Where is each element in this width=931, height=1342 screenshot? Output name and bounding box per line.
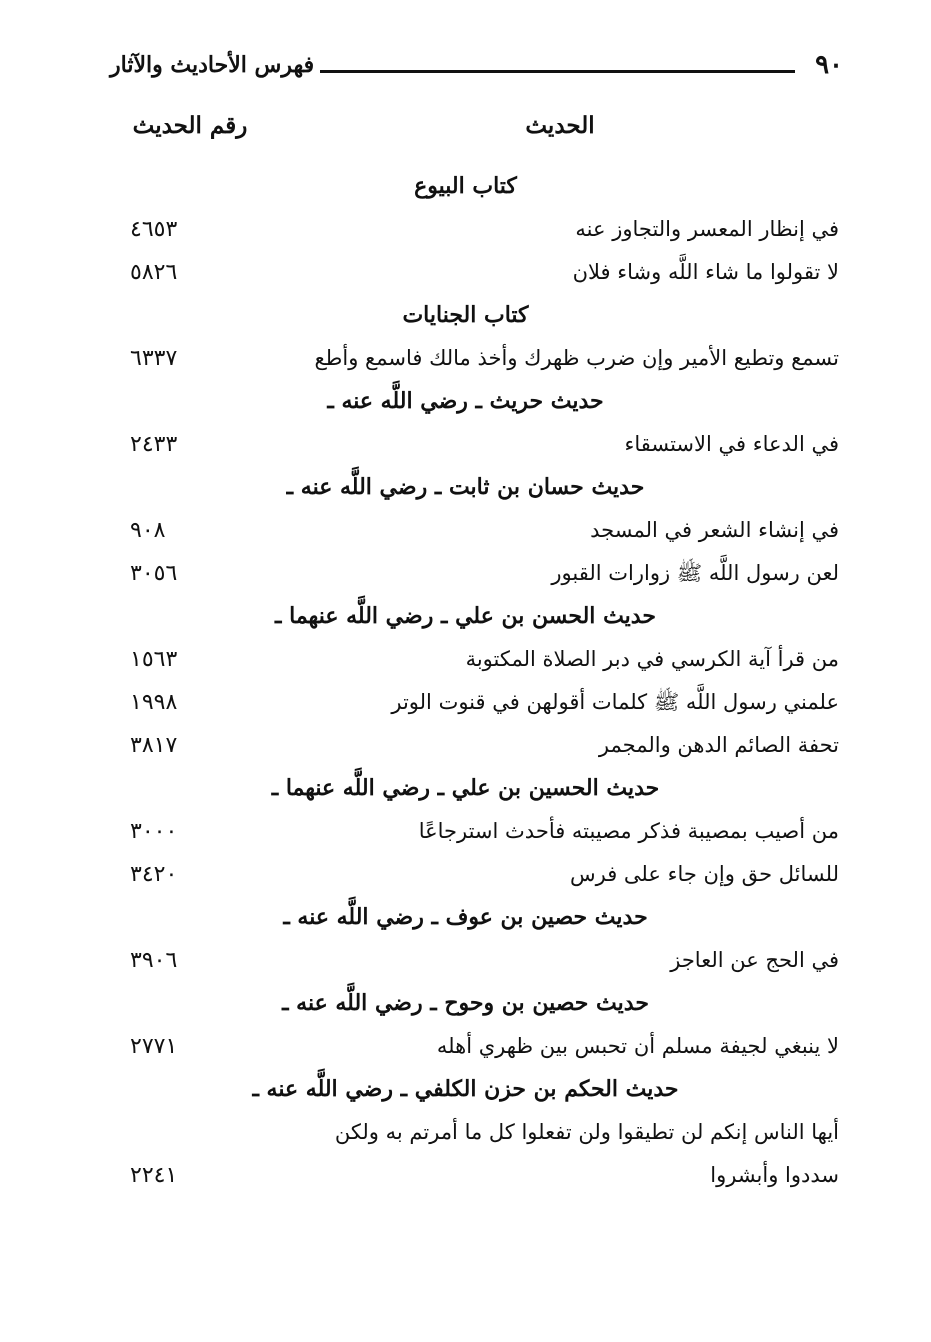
hadith-text: في إنظار المعسر والتجاوز عنه xyxy=(575,217,839,241)
hadith-text: تحفة الصائم الدهن والمجمر xyxy=(598,733,839,757)
page-header xyxy=(110,50,843,90)
hadith-text: من أصيب بمصيبة فذكر مصيبته فأحدث استرجاعًا xyxy=(418,819,839,843)
hadith-number: ١٥٦٣ xyxy=(130,647,178,672)
list-item xyxy=(0,939,931,982)
section-heading xyxy=(0,767,931,810)
list-item xyxy=(0,251,931,294)
column-header-hadith: الحديث xyxy=(525,112,595,139)
section-title: حديث الحسين بن علي ـ رضي اللَّه عنهما ـ xyxy=(271,775,660,801)
hadith-text: في إنشاء الشعر في المسجد xyxy=(590,518,839,542)
section-heading xyxy=(0,165,931,208)
list-item xyxy=(0,423,931,466)
list-item xyxy=(0,638,931,681)
hadith-text: في الحج عن العاجز xyxy=(670,948,839,972)
page-number: ٩٠ xyxy=(815,50,843,80)
section-title: حديث حصين بن عوف ـ رضي اللَّه عنه ـ xyxy=(283,904,648,930)
hadith-text: لا ينبغي لجيفة مسلم أن تحبس بين ظهري أهله xyxy=(436,1034,839,1058)
section-title: كتاب البيوع xyxy=(414,173,517,199)
hadith-number: ٣٠٥٦ xyxy=(130,561,178,586)
hadith-number: ٦٣٣٧ xyxy=(130,346,178,371)
hadith-text: أيها الناس إنكم لن تطيقوا ولن تفعلوا كل ما أمرتم به ولكن xyxy=(334,1120,839,1144)
section-title: حديث حسان بن ثابت ـ رضي اللَّه عنه ـ xyxy=(286,474,645,500)
section-heading xyxy=(0,294,931,337)
header-rule xyxy=(320,70,795,73)
hadith-text: في الدعاء في الاستسقاء xyxy=(624,432,839,456)
list-item xyxy=(0,1111,931,1154)
hadith-number: ٣٨١٧ xyxy=(130,733,178,758)
list-item xyxy=(0,1154,931,1197)
hadith-number: ٢٧٧١ xyxy=(130,1034,178,1059)
list-item xyxy=(0,509,931,552)
column-header-number: رقم الحديث xyxy=(132,112,248,139)
hadith-text: لا تقولوا ما شاء اللَّه وشاء فلان xyxy=(572,260,839,284)
list-item xyxy=(0,853,931,896)
hadith-text: سددوا وأبشروا xyxy=(710,1163,839,1187)
section-title: حديث حصين بن وحوح ـ رضي اللَّه عنه ـ xyxy=(282,990,649,1016)
section-heading xyxy=(0,982,931,1025)
section-heading xyxy=(0,595,931,638)
hadith-text: تسمع وتطيع الأمير وإن ضرب ظهرك وأخذ مالك فاسمع وأطع xyxy=(314,346,839,370)
hadith-number: ٢٤٣٣ xyxy=(130,432,178,457)
hadith-number: ٥٨٢٦ xyxy=(130,260,178,285)
hadith-number: ٩٠٨ xyxy=(130,518,166,543)
list-item xyxy=(0,1025,931,1068)
hadith-text: علمني رسول اللَّه ﷺ كلمات أقولهن في قنوت الوتر xyxy=(391,690,839,714)
hadith-number: ٣٩٠٦ xyxy=(130,948,178,973)
hadith-number: ٣٠٠٠ xyxy=(130,819,178,844)
list-item xyxy=(0,337,931,380)
section-heading xyxy=(0,896,931,939)
list-item xyxy=(0,552,931,595)
list-item xyxy=(0,681,931,724)
hadith-text: للسائل حق وإن جاء على فرس xyxy=(569,862,839,886)
section-heading xyxy=(0,380,931,423)
section-heading xyxy=(0,1068,931,1111)
list-item xyxy=(0,724,931,767)
hadith-text: لعن رسول اللَّه ﷺ زوارات القبور xyxy=(551,561,839,585)
section-title: حديث الحسن بن علي ـ رضي اللَّه عنهما ـ xyxy=(275,603,656,629)
section-title: حديث الحكم بن حزن الكلفي ـ رضي اللَّه عنه ـ xyxy=(252,1076,679,1102)
list-item xyxy=(0,810,931,853)
hadith-number: ٢٢٤١ xyxy=(130,1163,178,1188)
hadith-number: ١٩٩٨ xyxy=(130,690,178,715)
list-item xyxy=(0,208,931,251)
index-list xyxy=(0,165,931,1197)
hadith-number: ٣٤٢٠ xyxy=(130,862,178,887)
section-title: حديث حريث ـ رضي اللَّه عنه ـ xyxy=(327,388,604,414)
section-heading xyxy=(0,466,931,509)
page-title: فهرس الأحاديث والآثار xyxy=(110,52,315,78)
hadith-text: من قرأ آية الكرسي في دبر الصلاة المكتوبة xyxy=(465,647,839,671)
section-title: كتاب الجنايات xyxy=(402,302,529,328)
hadith-number: ٤٦٥٣ xyxy=(130,217,178,242)
